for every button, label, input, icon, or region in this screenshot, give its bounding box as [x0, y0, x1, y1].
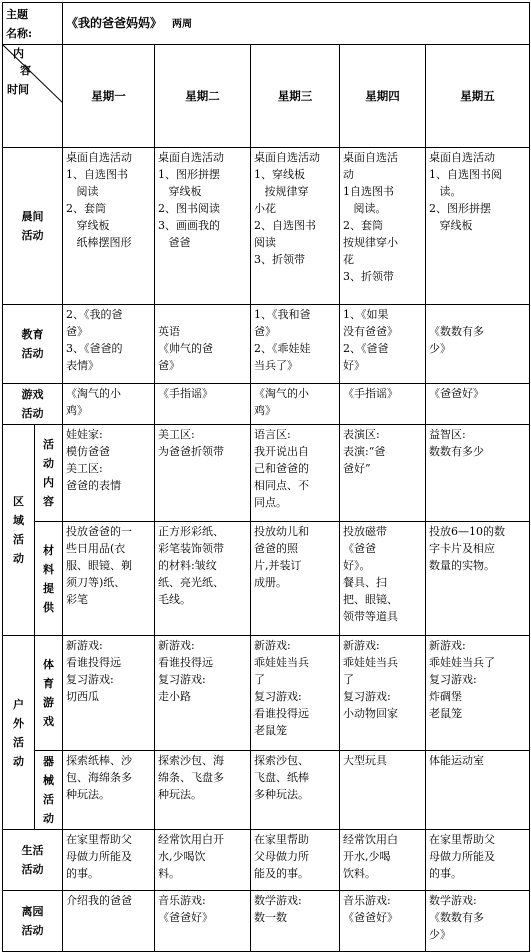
corner-top-label: 内 — [13, 47, 24, 60]
life-label: 生活 活动 — [3, 830, 63, 891]
plan-table — [2, 2, 530, 952]
outdoor-equip-fri: 体能运动室 — [426, 751, 530, 830]
life-cell-thu: 经常饮用白 开水,少喝 饮料。 — [340, 830, 426, 891]
teaching-cell-tue: 英语 《帅气的爸 爸》 — [155, 305, 251, 384]
weekly-plan-page — [0, 2, 531, 941]
day-thursday: 星期四 — [340, 45, 426, 148]
area-content-wed: 语言区: 我开说出自 己和爸爸的 相同点、不 同点。 — [251, 425, 340, 522]
day-tuesday: 星期二 — [155, 45, 251, 148]
area-material-thu: 投放磁带 《爸爸 好》。 餐具、扫 把、眼镜、 领带等道具 — [340, 522, 426, 636]
title-row — [3, 3, 530, 45]
leave-row — [3, 891, 530, 952]
game-cell-tue: 《手指谣》 — [155, 384, 251, 425]
life-cell-tue: 经常饮用白开 水,少喝饮 料。 — [155, 830, 251, 891]
life-cell-fri: 在家里帮助父 母做力所能及 的事。 — [426, 830, 530, 891]
area-material-wed: 投放幼儿和 爸爸的照 片,并装订 成册。 — [251, 522, 340, 636]
game-cell-thu: 《手指谣》 — [340, 384, 426, 425]
morning-cell-thu: 桌面自选活 动 1自选图书 阅读。 2、套筒 按规律穿小 花 3、折领带 — [340, 148, 426, 305]
morning-cell-wed: 桌面自选活动 1、穿线板 按规律穿 小花 2、自选图书 阅读 3、折领带 — [251, 148, 340, 305]
morning-cell-fri: 桌面自选活动 1、自选图书阅 读。 2、图形拼摆 穿线板 — [426, 148, 530, 305]
outdoor-sport-row — [3, 636, 530, 751]
leave-cell-tue: 音乐游戏: 《爸爸好》 — [155, 891, 251, 952]
day-wednesday: 星期三 — [251, 45, 340, 148]
morning-cell-tue: 桌面自选活动 1、图形拼摆 穿线板 2、图书阅读 3、画画我的 爸爸 — [155, 148, 251, 305]
outdoor-sport-fri: 新游戏: 乖娃娃当兵了 复习游戏: 炸碉堡 老鼠笼 — [426, 636, 530, 751]
game-row — [3, 384, 530, 425]
area-label: 区 域 活 动 — [3, 425, 35, 636]
outdoor-equip-mon: 探索纸棒、沙 包、海绵条多 种玩法。 — [63, 751, 155, 830]
outdoor-label: 户 外 活 动 — [3, 636, 35, 830]
area-content-tue: 美工区: 为爸爸折领带 — [155, 425, 251, 522]
outdoor-equip-row — [3, 751, 530, 830]
teaching-row — [3, 305, 530, 384]
teaching-label: 教育 活动 — [3, 305, 63, 384]
game-cell-mon: 《淘气的小 鸡》 — [63, 384, 155, 425]
life-cell-wed: 在家里帮助 父母做力所 能及的事。 — [251, 830, 340, 891]
area-material-row — [3, 522, 530, 636]
day-header-row — [3, 45, 530, 148]
day-friday: 星期五 — [426, 45, 530, 148]
teaching-cell-thu: 1、《如果 没有爸爸》 2、《爸爸 好》 — [340, 305, 426, 384]
teaching-cell-mon: 2、《我的爸 爸》 3、《爸爸的 表情》 — [63, 305, 155, 384]
leave-cell-mon: 介绍我的爸爸 — [63, 891, 155, 952]
area-content-thu: 表演区: 表演:“爸 爸好” — [340, 425, 426, 522]
area-material-label: 材 料 提 供 — [35, 522, 63, 636]
outdoor-sport-wed: 新游戏: 乖娃娃当兵 了 复习游戏: 看谁投得远 老鼠笼 — [251, 636, 340, 751]
corner-bottom-label: 时间 — [7, 83, 29, 96]
corner-cell — [3, 45, 63, 148]
topic-label: 主题 名称: — [3, 3, 63, 45]
day-monday: 星期一 — [63, 45, 155, 148]
leave-label: 离园 活动 — [3, 891, 63, 952]
game-cell-wed: 《淘气的小 鸡》 — [251, 384, 340, 425]
leave-cell-wed: 数学游戏: 数一数 — [251, 891, 340, 952]
life-row — [3, 830, 530, 891]
life-cell-mon: 在家里帮助父 母做力所能及 的事。 — [63, 830, 155, 891]
morning-label: 晨间 活动 — [3, 148, 63, 305]
outdoor-sport-tue: 新游戏: 看谁投得远 复习游戏: 走小路 — [155, 636, 251, 751]
leave-cell-fri: 数学游戏: 《数数有多 少》 — [426, 891, 530, 952]
area-material-mon: 投放爸爸的一 些日用品(衣 服、眼镜、剃 须刀等)纸、 彩笔 — [63, 522, 155, 636]
outdoor-sport-label: 体 育 游 戏 — [35, 636, 63, 751]
area-content-mon: 娃娃家: 模仿爸爸 美工区: 爸爸的表情 — [63, 425, 155, 522]
outdoor-sport-mon: 新游戏: 看谁投得远 复习游戏: 切西瓜 — [63, 636, 155, 751]
area-content-row — [3, 425, 530, 522]
game-cell-fri: 《爸爸好》 — [426, 384, 530, 425]
leave-cell-thu: 音乐游戏: 《爸爸好》 — [340, 891, 426, 952]
outdoor-equip-wed: 探索沙包、 飞盘、纸棒 多种玩法。 — [251, 751, 340, 830]
teaching-cell-fri: 《数数有多 少》 — [426, 305, 530, 384]
area-content-label: 活 动 内 容 — [35, 425, 63, 522]
morning-row — [3, 148, 530, 305]
area-content-fri: 益智区: 数数有多少 — [426, 425, 530, 522]
outdoor-equip-tue: 探索沙包、海 绵条、飞盘多 种玩法。 — [155, 751, 251, 830]
area-material-fri: 投放6—10的数 字卡片及相应 数量的实物。 — [426, 522, 530, 636]
game-label: 游戏 活动 — [3, 384, 63, 425]
topic-value — [63, 3, 530, 45]
outdoor-sport-thu: 新游戏: 乖娃娃当兵 了 复习游戏: 小动物回家 — [340, 636, 426, 751]
outdoor-equip-label: 器 械 活 动 — [35, 751, 63, 830]
period: 两周 — [172, 18, 193, 30]
outdoor-equip-thu: 大型玩具 — [340, 751, 426, 830]
corner-mid-label: 容 — [20, 64, 31, 77]
morning-cell-mon: 桌面自选活动 1、自选图书 阅读 2、套筒 穿线板 纸棒摆图形 — [63, 148, 155, 305]
teaching-cell-wed: 1、《我和爸 爸》 2、《乖娃娃 当兵了》 — [251, 305, 340, 384]
theme-name: 《我的爸爸妈妈》 — [66, 15, 163, 30]
area-material-tue: 正方形彩纸、 彩笔装饰领带 的材料:皱纹 纸、亮光纸、 毛线。 — [155, 522, 251, 636]
